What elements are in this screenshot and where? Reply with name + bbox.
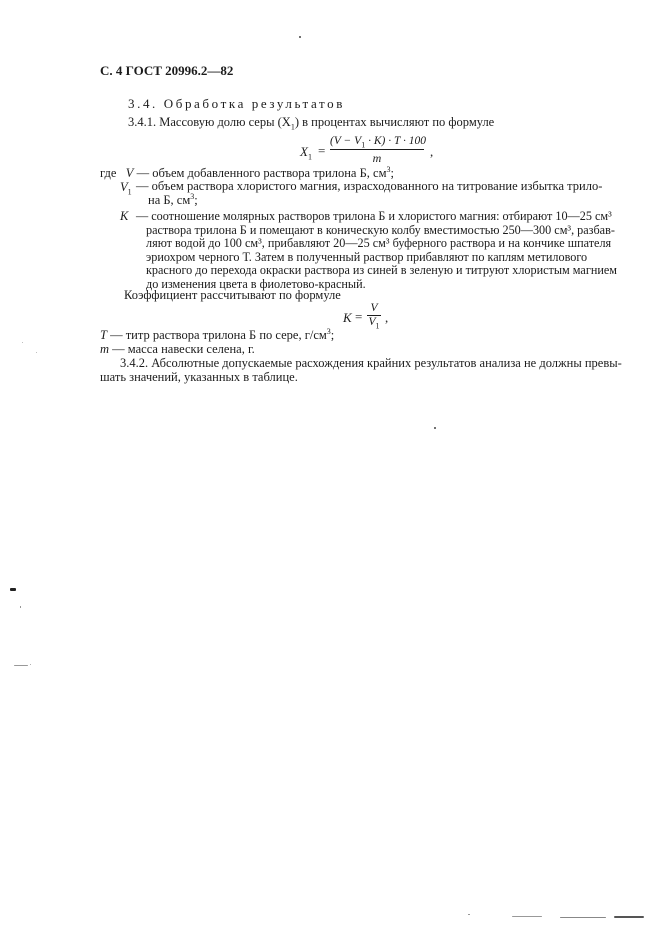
formula-mass-fraction (300, 135, 450, 165)
formula1-numerator: $(V - V_1 \cdot K) \cdot T \cdot 100$ (330, 135, 427, 150)
formula-coefficient (343, 302, 403, 334)
where-V1-line1: — объем раствора хлористого магния, израсходованного на титрование избытка трило- (136, 179, 603, 193)
where-V1-line2: на Б, $см^3$; (148, 191, 198, 207)
definition-m: m — масса навески селена, г. (100, 342, 255, 356)
where-lead: где (100, 166, 117, 180)
p342-line1: 3.4.2. Абсолютные допускаемые расхождения крайних результатов анализа не должны превы- (120, 356, 622, 370)
where-K-text (136, 210, 641, 291)
formula1-fraction-bar (330, 149, 424, 150)
where-K-line: до изменения цвета в фиолетово-красный. (146, 276, 366, 291)
scan-speck (36, 352, 37, 353)
scan-speck (22, 342, 23, 343)
where-V-text: — объем добавленного раствора трилона Б, см (136, 166, 387, 180)
definition-T: T — титр раствора трилона Б по сере, $г/см^3$; (100, 326, 335, 342)
where-V-line: где V — объем добавленного раствора трилона Б, $см^3$; (100, 164, 394, 180)
section-title: 3.4. Обработка результатов (128, 96, 345, 111)
where-V-symbol: V (125, 166, 134, 180)
p341-intro-end: ) в процентах вычисляют по формуле (294, 115, 495, 129)
paragraph-342 (100, 357, 641, 384)
formula1-equals: = (318, 143, 326, 158)
formula1-denominator: m (372, 151, 382, 165)
p342-line2: шать значений, указанных в таблице. (100, 369, 298, 384)
formula2-comma: , (385, 310, 389, 325)
scan-speck (30, 664, 31, 665)
scan-speck (512, 916, 542, 917)
where-K-line: красного до перехода окраски раствора из синей в зеленую и титруют хлористым магнием (146, 263, 618, 277)
where-K-line: раствора трилона Б и помещают в коническую колбу вместимостью 250—300 см³, разбав- (146, 222, 615, 237)
scan-speck (299, 36, 301, 38)
scan-speck (468, 914, 470, 915)
where-V1-symbol: $V_1$ (120, 180, 132, 197)
formula2-fraction (367, 302, 381, 331)
paragraph-341-intro (128, 115, 495, 132)
formula2-numerator: V (370, 302, 378, 314)
where-K-symbol: K (120, 209, 129, 223)
p341-intro-sub: 1 (290, 122, 295, 132)
where-K-line: — соотношение молярных растворов трилона Б и хлористого магния: отбирают 10—25 см³ (136, 209, 612, 223)
formula2-lhs: K (343, 310, 352, 325)
formula1-lhs: $X_1$ (300, 144, 312, 162)
page-header: С. 4 ГОСТ 20996.2—82 (100, 63, 234, 78)
formula1-comma: , (430, 144, 434, 159)
formula2-denominator: $V_1$ (368, 316, 380, 331)
scan-speck (614, 916, 644, 918)
coefficient-intro: Коэффициент рассчитывают по формуле (124, 288, 341, 302)
scan-speck (560, 917, 606, 918)
scan-speck (14, 665, 28, 666)
where-K-line: эриохром черного Т. Затем в полученный раствор прибавляют по каплям метилового (146, 249, 588, 264)
where-K-line: ляют водой до 100 см³, прибавляют 20—25 см³ буферного раствора и на кончике шпателя (146, 236, 612, 250)
formula2-equals: = (355, 309, 363, 324)
scan-speck (434, 427, 436, 429)
where-V1-text (136, 180, 641, 207)
formula1-fraction (330, 135, 427, 166)
p341-intro-text: 3.4.1. Массовую долю серы (X (128, 115, 291, 129)
scan-speck (20, 606, 21, 608)
scan-speck (10, 588, 16, 591)
